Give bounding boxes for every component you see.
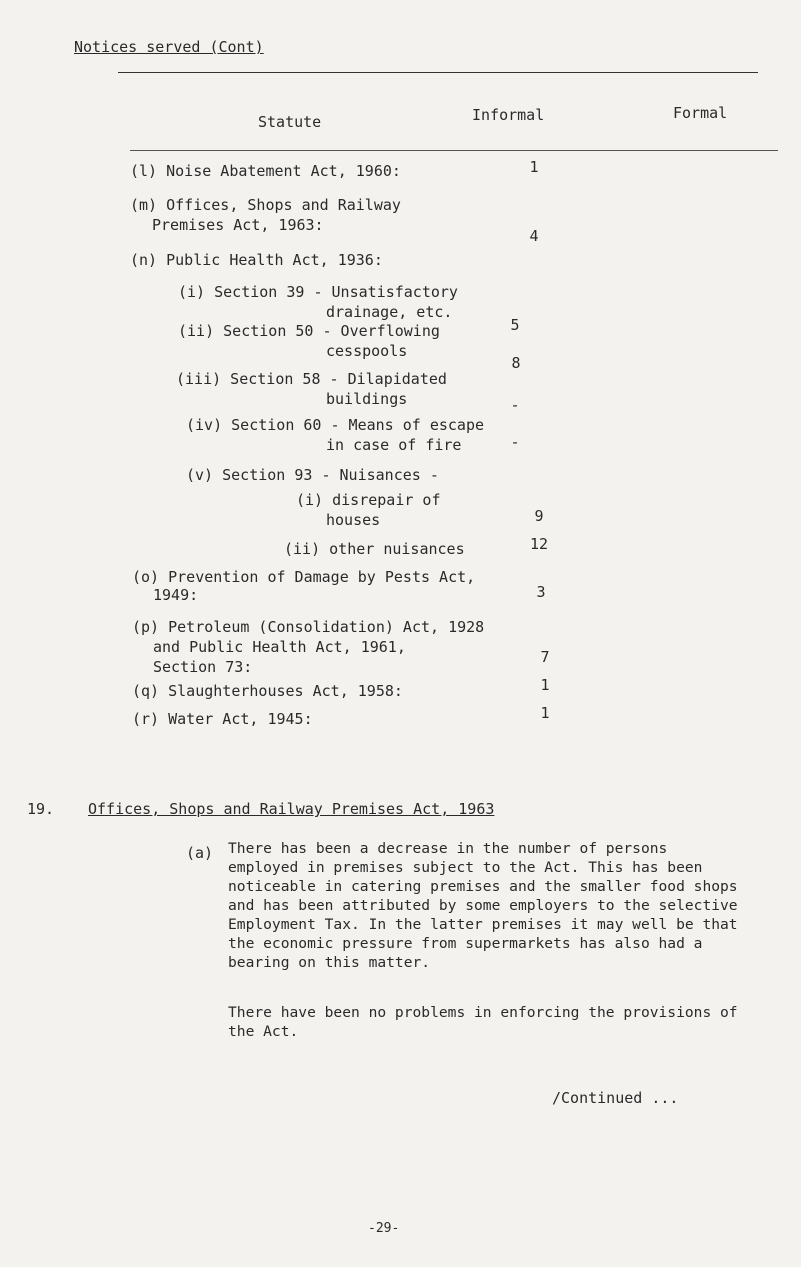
row-statute-line: (r) Water Act, 1945:	[132, 710, 313, 728]
row-statute-line: drainage, etc.	[326, 303, 453, 321]
row-statute-line: (v) Section 93 - Nuisances -	[186, 466, 439, 484]
table-row	[130, 162, 401, 181]
row-statute-line: Premises Act, 1963:	[152, 216, 324, 234]
section-number: 19.	[27, 800, 55, 818]
continued-note: /Continued ...	[552, 1089, 679, 1107]
table-row	[130, 196, 401, 215]
paragraph-2	[228, 1003, 788, 1041]
row-statute-line: Section 73:	[153, 658, 253, 676]
paragraph-line: the Act.	[228, 1023, 299, 1040]
item-label: (a)	[186, 844, 214, 862]
row-statute-line: (ii) other nuisances	[284, 540, 465, 558]
paragraph-line: employed in premises subject to the Act. This has been	[228, 859, 703, 876]
col-header-formal: Formal	[673, 104, 728, 122]
row-informal-value: 7	[540, 648, 550, 666]
paragraph-line: Employment Tax. In the latter premises it may well be that	[228, 916, 738, 933]
row-statute-line: (l) Noise Abatement Act, 1960:	[130, 162, 401, 180]
row-informal-value: -	[510, 396, 520, 414]
row-informal-value: 3	[536, 583, 546, 601]
top-rule	[118, 72, 758, 73]
row-statute-line: (o) Prevention of Damage by Pests Act,	[132, 568, 476, 586]
row-informal-value: 1	[529, 158, 539, 176]
row-statute-line: (iv) Section 60 - Means of escape	[186, 416, 485, 434]
row-statute-line: (m) Offices, Shops and Railway	[130, 196, 401, 214]
row-informal-value: -	[510, 433, 520, 451]
row-informal-value: 1	[540, 676, 550, 694]
paragraph-1	[228, 839, 788, 972]
row-statute-line: (i) disrepair of	[296, 491, 441, 509]
row-statute-line: 1949:	[153, 586, 199, 604]
table-row	[130, 251, 383, 270]
section-title: Offices, Shops and Railway Premises Act, 1963	[88, 800, 495, 818]
row-statute-line: and Public Health Act, 1961,	[153, 638, 406, 656]
row-informal-value: 4	[529, 227, 539, 245]
paragraph-line: the economic pressure from supermarkets has also had a	[228, 935, 703, 952]
col-header-informal: Informal	[472, 106, 545, 124]
row-informal-value: 8	[511, 354, 521, 372]
paragraph-line: bearing on this matter.	[228, 954, 431, 971]
row-statute-line: (q) Slaughterhouses Act, 1958:	[132, 682, 403, 700]
row-informal-value: 1	[540, 704, 550, 722]
row-statute-line: (n) Public Health Act, 1936:	[130, 251, 383, 269]
row-informal-value: 9	[534, 507, 544, 525]
row-statute-line: (p) Petroleum (Consolidation) Act, 1928	[132, 618, 485, 636]
row-statute-line: buildings	[326, 390, 408, 408]
row-informal-value: 5	[510, 316, 520, 334]
page-number: -29-	[368, 1221, 400, 1236]
row-statute-line: (iii) Section 58 - Dilapidated	[176, 370, 447, 388]
page-header: Notices served (Cont)	[74, 38, 264, 56]
header-rule	[130, 150, 778, 151]
row-informal-value: 12	[529, 535, 549, 553]
row-statute-line: cesspools	[326, 342, 408, 360]
paragraph-line: There have been no problems in enforcing the provisions of	[228, 1004, 738, 1021]
row-statute-line: (i) Section 39 - Unsatisfactory	[178, 283, 458, 301]
paragraph-line: noticeable in catering premises and the smaller food shops	[228, 878, 738, 895]
paragraph-line: and has been attributed by some employers to the selective	[228, 897, 738, 914]
row-statute-line: in case of fire	[326, 436, 462, 454]
paragraph-line: There has been a decrease in the number of persons	[228, 840, 668, 857]
row-statute-line: (ii) Section 50 - Overflowing	[178, 322, 440, 340]
row-statute-line: houses	[326, 511, 381, 529]
col-header-statute: Statute	[258, 113, 322, 131]
